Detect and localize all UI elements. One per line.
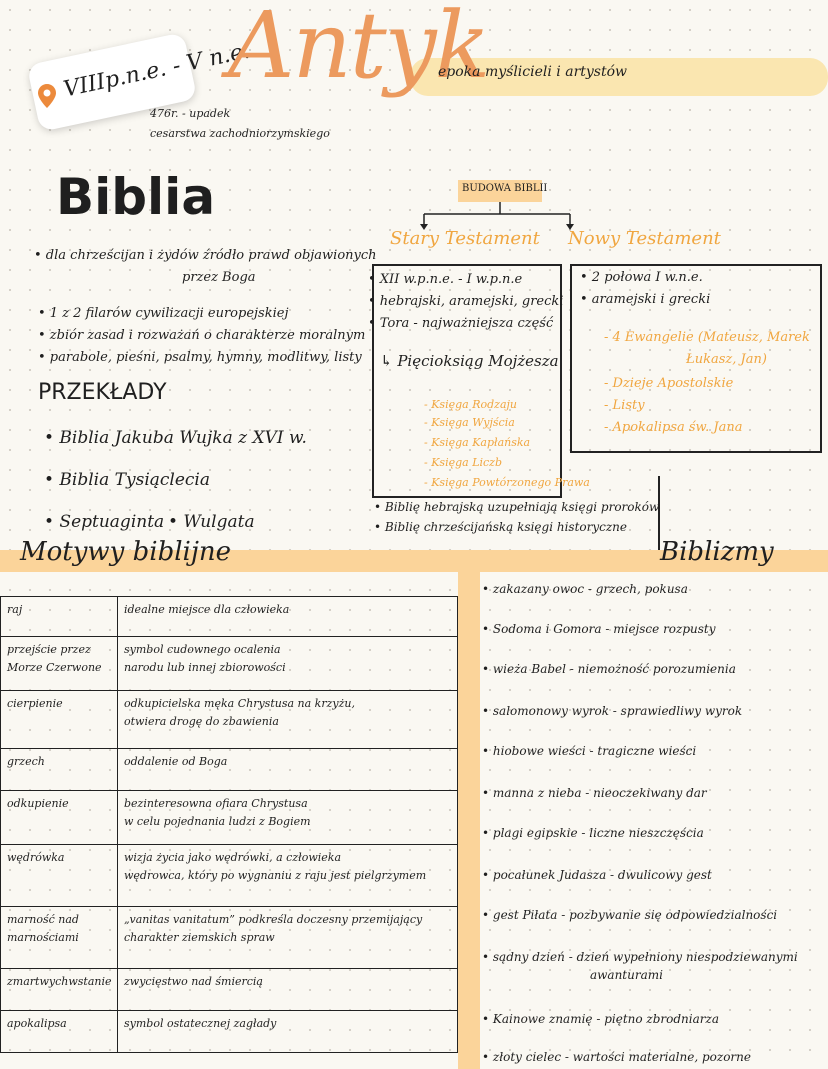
- biblicism-item: • Kainowe znamię - piętno zbrodniarza: [482, 1012, 719, 1026]
- location-pin-icon: [38, 84, 56, 108]
- table-row: [1, 1011, 458, 1053]
- motif-name: cierpienie: [1, 691, 118, 749]
- new-testament-part: Łukasz, Jan): [686, 352, 767, 367]
- book-item: - Księga Wyjścia: [424, 416, 515, 429]
- motif-desc: [118, 791, 458, 845]
- motif-desc: [118, 1011, 458, 1053]
- biblicisms-title: Biblizmy: [660, 537, 774, 567]
- translation-item: • Septuaginta: [44, 512, 165, 532]
- motif-desc: [118, 907, 458, 969]
- motif-desc-line1: odkupicielska męka Chrystusa na krzyżu,: [124, 697, 355, 710]
- new-testament-part: - Listy: [604, 398, 645, 413]
- old-testament-line: • Tora - najważniejsza część: [368, 316, 554, 331]
- subtitle: epoka myślicieli i artystów: [438, 64, 628, 80]
- biblicism-item: • sądny dzień - dzień wypełniony niespodziewanymi: [482, 950, 798, 964]
- page-title: Antyk: [228, 0, 489, 99]
- biblia-title: Biblia: [56, 168, 216, 226]
- motif-desc: [118, 637, 458, 691]
- motif-name: odkupienie: [1, 791, 118, 845]
- biblia-def-line1: • dla chrześcijan i żydów źródło prawd objawionych: [34, 248, 377, 263]
- fall-note-line2: cesarstwa zachodniorzymskiego: [150, 127, 330, 140]
- motif-desc-line2: narodu lub innej zbiorowości: [124, 661, 286, 674]
- old-testament-note: • Biblię chrześcijańską księgi historyczne: [374, 520, 628, 534]
- new-testament-part: - 4 Ewangelie (Mateusz, Marek: [604, 330, 810, 345]
- translations-heading: PRZEKŁADY: [38, 380, 167, 405]
- motif-desc: [118, 691, 458, 749]
- motif-name: wędrówka: [1, 845, 118, 907]
- table-row: [1, 597, 458, 637]
- old-testament-heading: Stary Testament: [390, 228, 540, 249]
- biblia-point: • 1 z 2 filarów cywilizacji europejskiej: [38, 306, 289, 321]
- motif-desc-line2: otwiera drogę do zbawienia: [124, 715, 279, 728]
- fall-note-line1: 476r. - upadek: [150, 107, 231, 120]
- old-testament-line: • hebrajski, aramejski, grecki: [368, 294, 564, 309]
- new-testament-heading: Nowy Testament: [568, 228, 721, 249]
- new-testament-line: • 2 połowa I w.n.e.: [580, 270, 703, 285]
- period-text: VIIIp.n.e. - V n.e.: [61, 38, 253, 103]
- motif-name: przejście przez Morze Czerwone: [1, 637, 118, 691]
- motif-desc-line2: wędrowca, który po wygnaniu z raju jest pielgrzymem: [124, 869, 427, 882]
- biblia-point: • parabole, pieśni, psalmy, hymny, modlitwy, listy: [38, 350, 362, 365]
- table-row: [1, 637, 458, 691]
- biblicism-item: • pocałunek Judasza - dwulicowy gest: [482, 868, 712, 882]
- book-item: - Księga Rodzaju: [424, 398, 517, 411]
- motif-desc-line1: bezinteresowna ofiara Chrystusa: [124, 797, 308, 810]
- section-divider-vertical: [458, 550, 480, 1069]
- motif-desc-line1: „vanitas vanitatum” podkreśla doczesny przemijający: [124, 913, 423, 926]
- motif-name: marność nad marnościami: [1, 907, 118, 969]
- motif-desc: [118, 597, 458, 637]
- fall-note: [150, 104, 330, 144]
- motifs-table: [0, 596, 458, 1053]
- motif-desc-line2: charakter ziemskich spraw: [124, 931, 275, 944]
- motif-name: raj: [1, 597, 118, 637]
- biblicism-item: • gest Piłata - pozbywanie się odpowiedzialności: [482, 908, 778, 922]
- biblicism-item: • Sodoma i Gomora - miejsce rozpusty: [482, 622, 716, 636]
- motif-desc: [118, 749, 458, 791]
- translation-item: • Biblia Tysiąclecia: [44, 470, 211, 490]
- motif-desc-line2: w celu pojednania ludzi z Bogiem: [124, 815, 311, 828]
- book-item: - Księga Liczb: [424, 456, 503, 469]
- motif-name: apokalipsa: [1, 1011, 118, 1053]
- table-row: [1, 749, 458, 791]
- new-testament-part: - Apokalipsa św. Jana: [604, 420, 743, 435]
- biblicism-item: • wieża Babel - niemożność porozumienia: [482, 662, 736, 676]
- motif-desc-line1: wizja życia jako wędrówki, a człowieka: [124, 851, 341, 864]
- table-row: [1, 691, 458, 749]
- motif-desc-line1: symbol ostatecznej zagłady: [124, 1017, 277, 1030]
- table-row: [1, 845, 458, 907]
- motif-desc-line1: idealne miejsce dla człowieka: [124, 603, 290, 616]
- biblicism-item: • plagi egipskie - liczne nieszczęścia: [482, 826, 704, 840]
- biblicism-item: • hiobowe wieści - tragiczne wieści: [482, 744, 697, 758]
- motif-name: grzech: [1, 749, 118, 791]
- book-item: - Księga Powtórzonego Prawa: [424, 476, 590, 489]
- motif-desc-line1: oddalenie od Boga: [124, 755, 228, 768]
- table-row: [1, 969, 458, 1011]
- biblia-def-line2: przez Boga: [182, 270, 256, 285]
- translation-item: • Wulgata: [168, 512, 255, 532]
- motif-name: zmartwychwstanie: [1, 969, 118, 1011]
- table-row: [1, 907, 458, 969]
- translation-item: • Biblia Jakuba Wujka z XVI w.: [44, 428, 307, 448]
- old-testament-note: • Biblię hebrajską uzupełniają księgi proroków: [374, 500, 660, 514]
- biblicism-item-continuation: awanturami: [590, 968, 663, 982]
- biblicism-item: • manna z nieba - nieoczekiwany dar: [482, 786, 707, 800]
- biblicism-item: • zakazany owoc - grzech, pokusa: [482, 582, 688, 596]
- biblia-point: • zbiór zasad i rozważań o charakterze moralnym: [38, 328, 366, 343]
- old-testament-line: • XII w.p.n.e. - I w.p.n.e: [368, 272, 523, 287]
- biblicism-item: • salomonowy wyrok - sprawiedliwy wyrok: [482, 704, 743, 718]
- pentateuch-label: ↳ Pięcioksiąg Mojżesza: [380, 352, 559, 370]
- new-testament-part: - Dzieje Apostolskie: [604, 376, 734, 391]
- motif-desc: [118, 845, 458, 907]
- table-row: [1, 791, 458, 845]
- motifs-title: Motywy biblijne: [20, 537, 232, 567]
- book-item: - Księga Kapłańska: [424, 436, 531, 449]
- biblicism-item: • złoty cielec - wartości materialne, pozorne: [482, 1050, 751, 1064]
- motif-desc: [118, 969, 458, 1011]
- structure-title: BUDOWA BIBLII: [462, 183, 548, 194]
- new-testament-line: • aramejski i grecki: [580, 292, 711, 307]
- motif-desc-line1: symbol cudownego ocalenia: [124, 643, 281, 656]
- motif-desc-line1: zwycięstwo nad śmiercią: [124, 975, 263, 988]
